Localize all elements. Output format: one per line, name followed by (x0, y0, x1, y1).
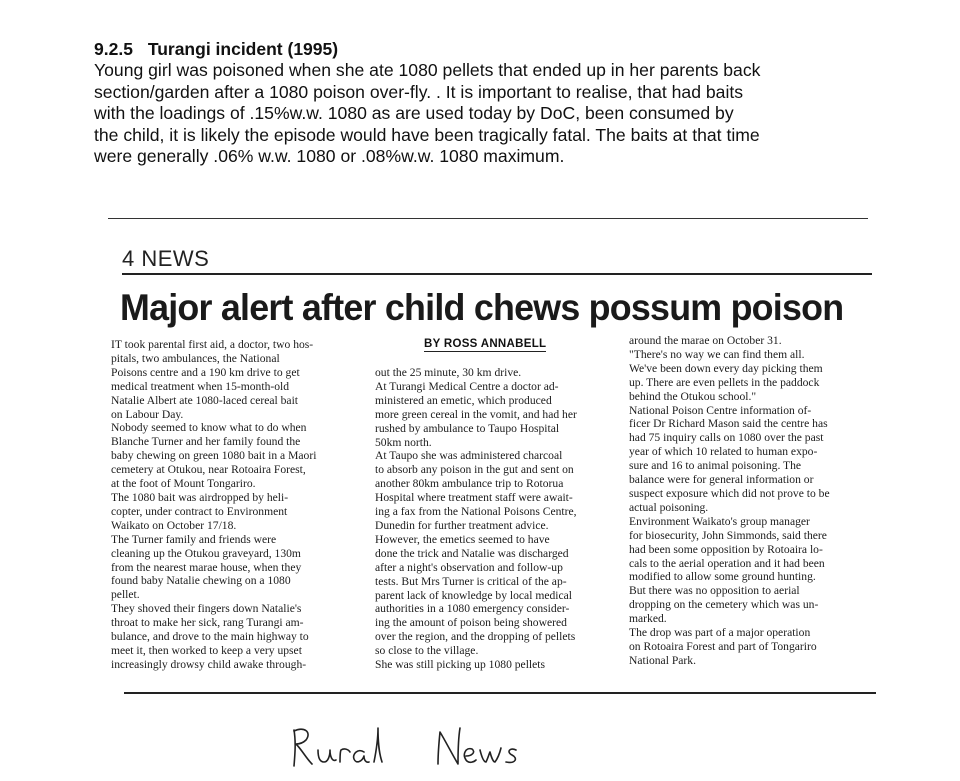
article-line: for biosecurity, John Simmonds, said there (629, 528, 827, 542)
article-line: Environment Waikato's group manager (629, 514, 810, 528)
article-line: National Poison Centre information of- (629, 403, 812, 417)
article-line: ing the amount of poison being showered (375, 616, 567, 630)
article-line: bulance, and drove to the main highway to (111, 630, 309, 644)
article-column-2 (375, 366, 619, 672)
article-line: dropping on the cemetery which was un- (629, 598, 819, 612)
article-line: suspect exposure which did not prove to be (629, 486, 830, 500)
article-line: behind the Otukou school." (629, 389, 757, 403)
article-line: Nobody seemed to know what to do when (111, 421, 307, 435)
article-line: authorities in a 1080 emergency consider- (375, 602, 570, 616)
article-line: another 80km ambulance trip to Rotorua (375, 477, 564, 491)
article-line: had been some opposition by Rotoaira lo- (629, 542, 823, 556)
article-line: marked. (629, 612, 667, 626)
article-line: The Turner family and friends were (111, 532, 277, 546)
article-line: over the region, and the dropping of pellets (375, 630, 576, 644)
section-heading (94, 38, 924, 60)
article-line: parent lack of knowledge by local medical (375, 588, 573, 602)
article-line: "There's no way we can find them all. (629, 347, 805, 361)
article-line: cals to the aerial operation and it had been (629, 556, 825, 570)
article-line: The drop was part of a major operation (629, 626, 811, 640)
article-line: Dunedin for further treatment advice. (375, 518, 549, 532)
article-line: Hospital where treatment staff were await- (375, 491, 573, 505)
article-line: Natalie Albert ate 1080-laced cereal bait (111, 393, 299, 407)
clipping-top-divider (108, 218, 868, 219)
article-line: meet it, then worked to keep a very upset (111, 643, 302, 657)
section-rule (122, 273, 872, 275)
article-line: She was still picking up 1080 pellets (375, 658, 546, 672)
article-line: At Turangi Medical Centre a doctor ad- (375, 379, 559, 393)
article-line: At Taupo she was administered charcoal (375, 449, 563, 463)
intro-paragraph (94, 60, 924, 168)
article-line: pellet. (111, 588, 140, 602)
article-line: pitals, two ambulances, the National (111, 351, 280, 365)
intro-line: section/garden after a 1080 poison over-fly. . It is important to realise, that had baits (94, 81, 744, 102)
intro-line: with the loadings of .15%w.w. 1080 as are used today by DoC, been consumed by (94, 103, 734, 123)
article-line: more green cereal in the vomit, and had her (375, 407, 577, 421)
article-column-1 (111, 338, 363, 672)
article-line: ficer Dr Richard Mason said the centre has (629, 417, 828, 431)
article-line: modified to allow some ground hunting. (629, 570, 816, 584)
article-line: Waikato on October 17/18. (111, 518, 237, 532)
intro-line: were generally .06% w.w. 1080 or .08%w.w. 1080 maximum. (94, 146, 565, 166)
article-line: rushed by ambulance to Taupo Hospital (375, 421, 560, 435)
article-line: increasingly drowsy child awake through- (111, 657, 307, 671)
article-line: found baby Natalie chewing on a 1080 (111, 574, 291, 588)
intro-line: Young girl was poisoned when she ate 1080 pellets that ended up in her parents back (94, 60, 761, 80)
article-line: from the nearest marae house, when they (111, 560, 302, 574)
article-line: National Park. (629, 653, 696, 667)
article-line: ing a fax from the National Poisons Centre, (375, 505, 577, 519)
article-line: up. There are even pellets in the paddock (629, 375, 820, 389)
article-line: to absorb any poison in the gut and sent on (375, 463, 574, 477)
intro-section (94, 38, 924, 168)
article-line: on Labour Day. (111, 407, 184, 421)
article-line: sure and 16 to animal poisoning. The (629, 459, 802, 473)
article-byline: BY ROSS ANNABELL (424, 338, 547, 350)
section-title: Turangi incident (1995) (147, 39, 339, 59)
article-headline: Major alert after child chews possum poison (120, 286, 844, 328)
article-line: ministered an emetic, which produced (375, 393, 552, 407)
section-number: 9.2.5 (94, 39, 133, 59)
article-line: around the marae on October 31. (629, 334, 782, 347)
article-column-3 (629, 334, 879, 668)
article-line: However, the emetics seemed to have (375, 532, 550, 546)
article-line: cemetery at Otukou, near Rotoaira Forest, (111, 463, 306, 477)
article-line: so close to the village. (375, 644, 479, 658)
intro-line: the child, it is likely the episode would have been tragically fatal. The baits at that time (94, 124, 760, 145)
article-line: year of which 10 related to human expo- (629, 445, 818, 459)
article-line: out the 25 minute, 30 km drive. (375, 366, 522, 379)
article-line: on Rotoaira Forest and part of Tongariro (629, 639, 817, 653)
article-line: throat to make her sick, rang Turangi am- (111, 616, 304, 630)
article-line: at the foot of Mount Tongariro. (111, 477, 256, 491)
newspaper-section-label: 4 NEWS (122, 246, 210, 271)
article-line: after a night's observation and follow-up (375, 560, 563, 574)
article-line: But there was no opposition to aerial (629, 584, 800, 598)
article-line: actual poisoning. (629, 500, 709, 514)
article-line: copter, under contract to Environment (111, 504, 288, 518)
article-line: 50km north. (375, 435, 432, 449)
article-line: Poisons centre and a 190 km drive to get (111, 365, 300, 379)
article-line: The 1080 bait was airdropped by heli- (111, 490, 289, 504)
article-line: cleaning up the Otukou graveyard, 130m (111, 546, 301, 560)
article-line: IT took parental first aid, a doctor, two hos- (111, 338, 314, 351)
handwritten-signature (290, 722, 550, 774)
article-line: baby chewing on green 1080 bait in a Maori (111, 449, 317, 463)
article-line: They shoved their fingers down Natalie's (111, 602, 302, 616)
article-line: had 75 inquiry calls on 1080 over the past (629, 431, 824, 445)
article-line: We've been down every day picking them (629, 361, 823, 375)
article-line: balance were for general information or (629, 473, 814, 487)
article-line: tests. But Mrs Turner is critical of the ap- (375, 574, 567, 588)
newspaper-clipping (108, 212, 878, 722)
clipping-bottom-rule (124, 692, 876, 694)
article-line: done the trick and Natalie was discharged (375, 546, 569, 560)
article-line: medical treatment when 15-month-old (111, 379, 290, 393)
article-line: Blanche Turner and her family found the (111, 435, 301, 449)
